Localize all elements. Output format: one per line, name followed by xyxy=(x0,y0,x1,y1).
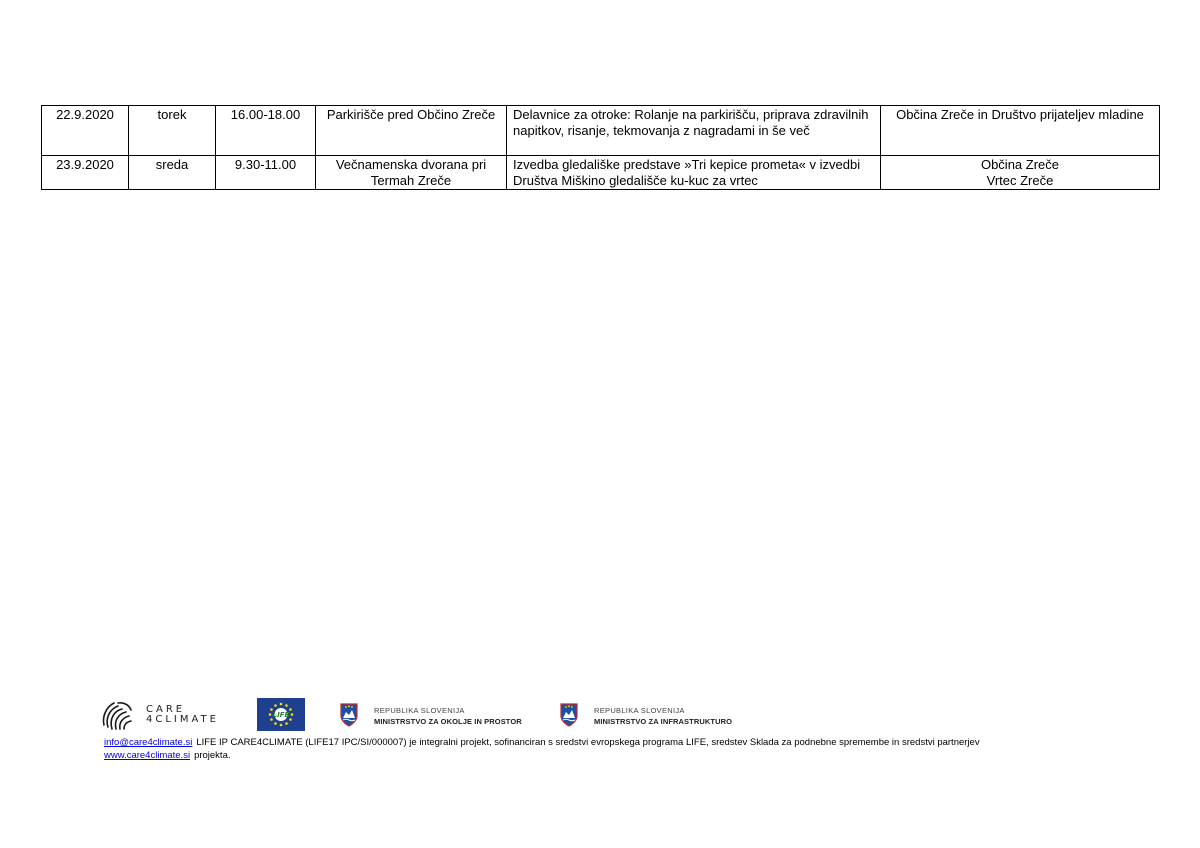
website-link[interactable]: www.care4climate.si xyxy=(104,750,191,761)
organizer-line: Vrtec Zreče xyxy=(986,173,1054,188)
partner-logos xyxy=(100,698,800,734)
slovenia-crest-icon xyxy=(560,703,578,727)
activity-cell: Izvedba gledališke predstave »Tri kepice prometa« v izvedbi Društva Miškino gledališče ku-kuc za vrtec xyxy=(507,156,881,190)
table-row xyxy=(42,156,1160,190)
footer-line xyxy=(104,749,1104,762)
email-link[interactable]: info@care4climate.si xyxy=(104,737,193,748)
day-cell: torek xyxy=(129,106,216,156)
location-cell: Parkirišče pred Občino Zreče xyxy=(316,106,507,156)
organizer-line: Občina Zreče xyxy=(980,157,1060,172)
ministry-label: MINISTRSTVO ZA INFRASTRUKTURO xyxy=(594,717,733,726)
footer-line xyxy=(104,736,1104,749)
events-table xyxy=(41,105,1160,190)
footer xyxy=(104,736,1104,762)
organizer-cell: Občina Zreče in Društvo prijateljev mladine xyxy=(881,106,1160,156)
date-cell: 23.9.2020 xyxy=(42,156,129,190)
logo-text: CARE xyxy=(146,704,186,715)
table-row xyxy=(42,106,1160,156)
date-cell: 22.9.2020 xyxy=(42,106,129,156)
ministry-label: MINISTRSTVO ZA OKOLJE IN PROSTOR xyxy=(374,717,522,726)
footer-text: projekta. xyxy=(194,750,231,761)
time-cell: 9.30-11.00 xyxy=(216,156,316,190)
republic-label: REPUBLIKA SLOVENIJA xyxy=(594,706,685,715)
eu-stars-icon xyxy=(257,698,305,731)
slovenia-crest-icon xyxy=(340,703,358,727)
day-cell: sreda xyxy=(129,156,216,190)
location-cell: Večnamenska dvorana pri Termah Zreče xyxy=(316,156,507,190)
eu-life-logo xyxy=(257,698,305,731)
republic-label: REPUBLIKA SLOVENIJA xyxy=(374,706,465,715)
activity-cell: Delavnice za otroke: Rolanje na parkirišču, priprava zdravilnih napitkov, risanje, tekmovanja z nagradami in še več xyxy=(507,106,881,156)
organizer-cell xyxy=(881,156,1160,190)
footer-text: LIFE IP CARE4CLIMATE (LIFE17 IPC/SI/000007) je integralni projekt, sofinanciran s sredstvi evropskega programa LIFE, sredstev Sklada za podnebne spremembe in sredstvi partnerjev xyxy=(196,737,980,748)
life-label: LIFE xyxy=(272,711,290,719)
fingerprint-icon xyxy=(100,699,134,731)
time-cell: 16.00-18.00 xyxy=(216,106,316,156)
logo-text: 4CLIMATE xyxy=(146,714,219,725)
